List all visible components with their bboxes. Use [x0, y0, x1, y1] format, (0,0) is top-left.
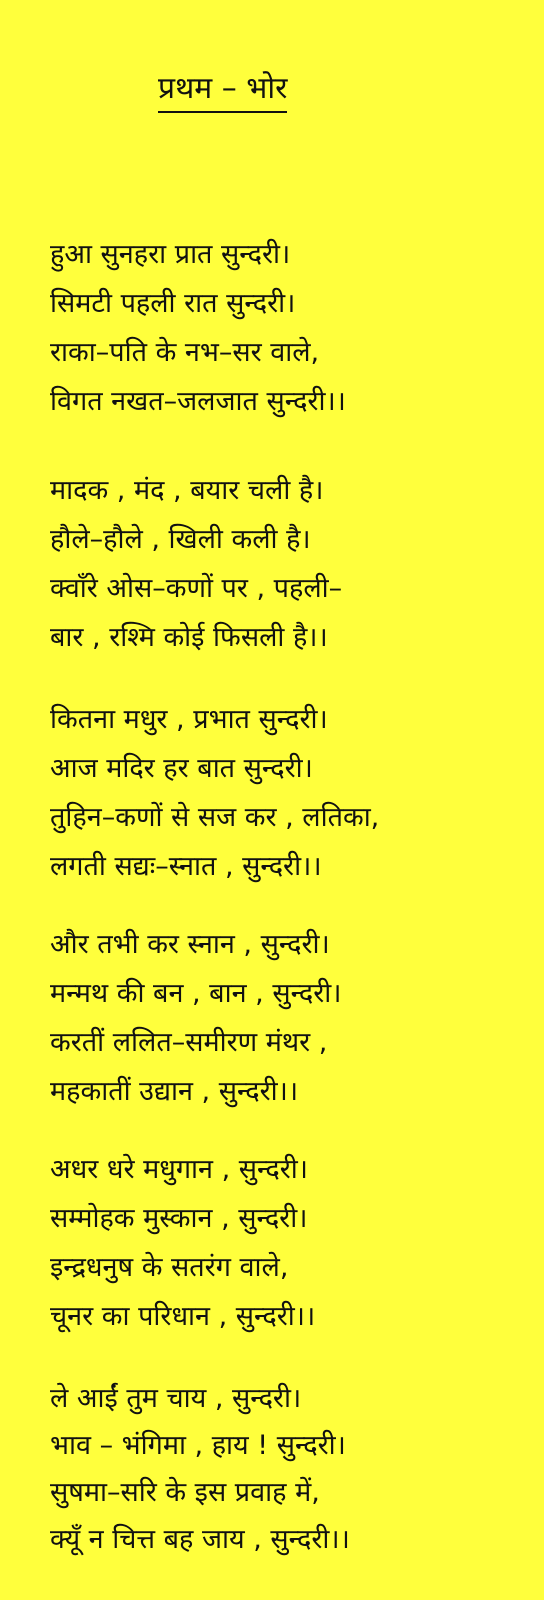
poem-line: सिमटी पहली रात सुन्दरी। — [50, 288, 296, 319]
poem-line: हुआ सुनहरा प्रात सुन्दरी। — [50, 239, 291, 270]
stanza-6 — [50, 1375, 524, 1563]
poem-line: अधर धरे मधुगान , सुन्दरी। — [50, 1154, 308, 1185]
poem-line: लगती सद्यः–स्नात , सुन्दरी।। — [50, 851, 322, 882]
poem-line: कितना मधुर , प्रभात सुन्दरी। — [50, 704, 328, 735]
poem-line: सम्मोहक मुस्कान , सुन्दरी। — [50, 1203, 308, 1234]
poem-line: विगत नखत–जलजात सुन्दरी।। — [50, 386, 346, 417]
poem-line: तुहिन–कणों से सज कर , लतिका, — [50, 802, 380, 833]
poem-line: चूनर का परिधान , सुन्दरी।। — [50, 1301, 316, 1332]
poem-line: हौले–हौले , खिली कली है। — [50, 524, 311, 555]
poem-line: मादक , मंद , बयार चली है। — [50, 475, 324, 506]
poem-line: क्वाँरे ओस–कणों पर , पहली– — [50, 573, 343, 604]
poem-title: प्रथम – भोर — [158, 70, 287, 113]
stanza-1 — [50, 230, 524, 426]
poem-line: राका–पति के नभ–सर वाले, — [50, 337, 320, 368]
poem-line: ले आईं तुम चाय , सुन्दरी। — [50, 1383, 302, 1414]
poem-line: आज मदिर हर बात सुन्दरी। — [50, 753, 313, 784]
poem-line: भाव – भंगिमा , हाय ! सुन्दरी। — [50, 1430, 346, 1461]
poem-line: करतीं ललित–समीरण मंथर , — [50, 1027, 328, 1058]
stanza-3 — [50, 695, 524, 891]
stanza-2 — [50, 466, 524, 662]
stanza-5 — [50, 1145, 524, 1341]
poem-line: सुषमा–सरि के इस प्रवाह में, — [50, 1477, 320, 1508]
poem-line: क्यूँ न चित्त बह जाय , सुन्दरी।। — [50, 1524, 350, 1555]
poem-line: और तभी कर स्नान , सुन्दरी। — [50, 929, 330, 960]
poem-line: मन्मथ की बन , बान , सुन्दरी। — [50, 978, 342, 1009]
poem-line: महकातीं उद्यान , सुन्दरी।। — [50, 1076, 299, 1107]
poem-line: इन्द्रधनुष के सतरंग वाले, — [50, 1252, 289, 1283]
poem-line: बार , रश्मि कोई फिसली है।। — [50, 622, 328, 653]
stanza-4 — [50, 920, 524, 1116]
